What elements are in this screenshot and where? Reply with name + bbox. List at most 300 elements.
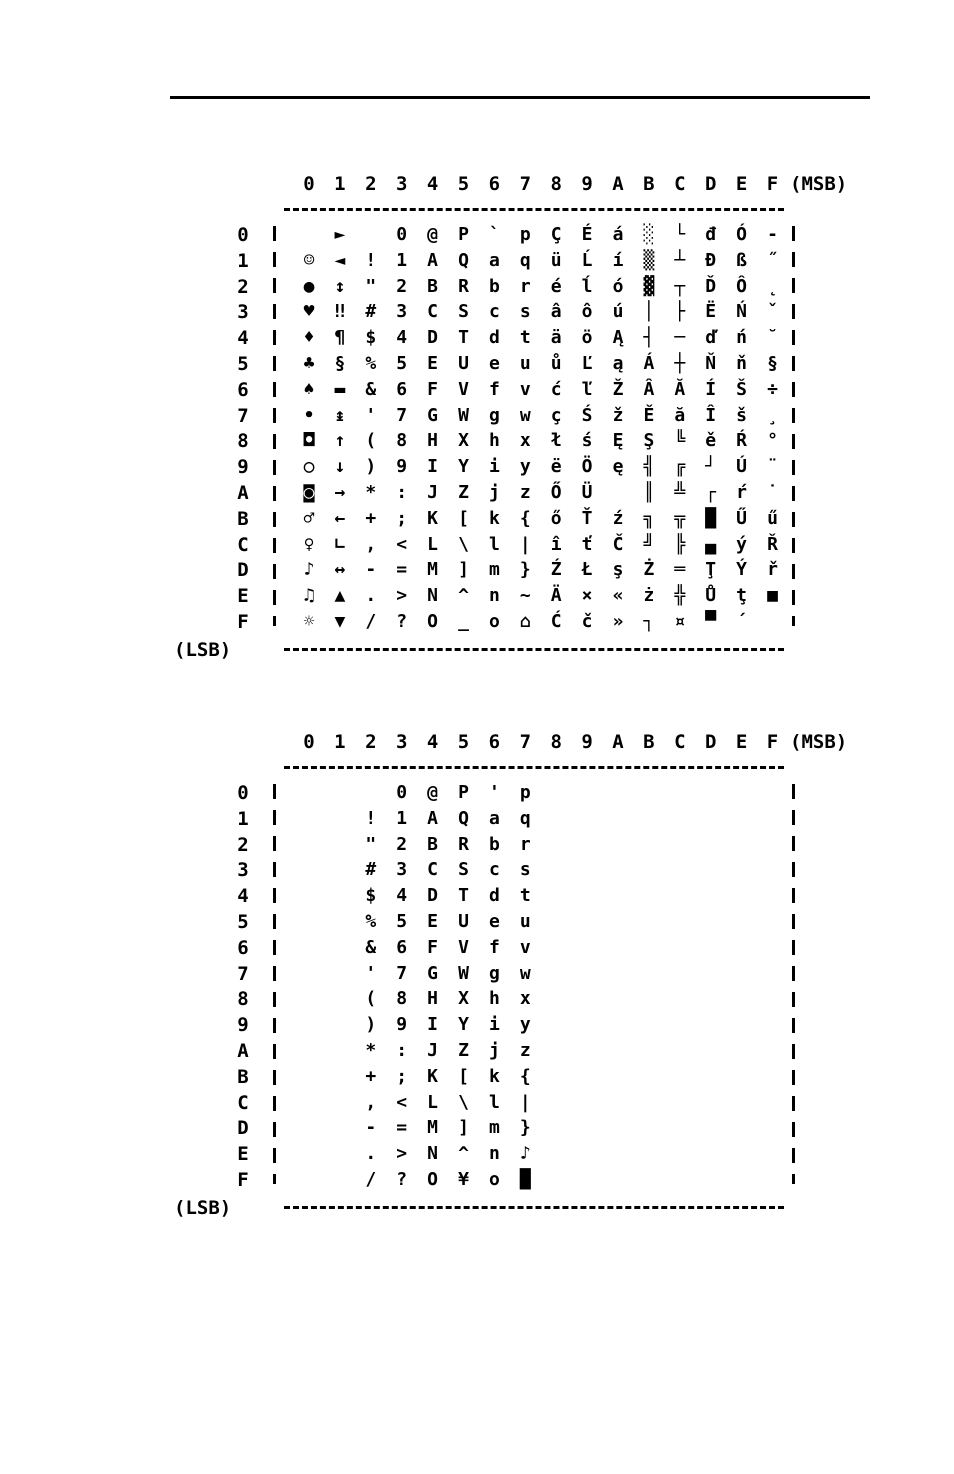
char-cell: , — [365, 533, 377, 555]
char-cell: ║ — [643, 482, 655, 503]
char-cell: Ë — [705, 301, 717, 323]
char-cell: c — [488, 301, 500, 323]
char-cell: 8 — [396, 430, 408, 452]
column-header: 9 — [581, 173, 593, 195]
char-cell: S — [458, 859, 469, 881]
char-cell: y — [519, 1014, 531, 1036]
char-cell: j — [488, 1040, 500, 1061]
char-cell: ú — [612, 301, 624, 323]
char-cell: ` — [488, 224, 500, 245]
char-cell: Z — [458, 482, 469, 503]
char-cell: • — [303, 404, 315, 426]
row-header: 9 — [237, 1014, 249, 1037]
char-cell: Ú — [736, 456, 748, 478]
char-cell: Ď — [705, 275, 717, 297]
column-header: 1 — [334, 731, 346, 753]
char-cell: p — [519, 224, 531, 245]
char-cell: í — [612, 249, 624, 271]
char-cell: ☼ — [303, 611, 315, 632]
char-cell: 8 — [396, 988, 408, 1010]
char-cell: @ — [427, 782, 439, 803]
char-cell: Ů — [705, 585, 717, 607]
char-cell: ÷ — [767, 378, 778, 400]
row-header: F — [237, 611, 249, 633]
char-cell: 0 — [396, 782, 408, 803]
char-cell: 0 — [396, 224, 408, 245]
char-cell: Ă — [674, 378, 686, 400]
char-cell: ˇ — [767, 301, 778, 323]
column-header: 2 — [365, 731, 377, 753]
char-cell: ň — [736, 353, 748, 374]
char-cell: & — [365, 936, 377, 958]
char-cell: ▬ — [334, 378, 346, 400]
char-cell: 1 — [396, 807, 408, 829]
char-cell: ╠ — [674, 533, 686, 555]
char-cell: u — [519, 911, 531, 932]
column-header: 3 — [395, 173, 408, 195]
char-cell: 4 — [396, 327, 408, 349]
char-cell: Ĺ — [581, 249, 593, 271]
char-cell: ← — [334, 507, 346, 529]
column-header: E — [735, 173, 748, 195]
row-header: 2 — [237, 833, 249, 856]
lsb-label: (LSB) — [174, 639, 232, 661]
char-cell: Z — [458, 1040, 469, 1061]
char-cell: ╔ — [674, 456, 686, 478]
char-cell: } — [519, 1117, 531, 1139]
char-cell: ♫ — [303, 585, 315, 607]
char-cell: E — [427, 353, 439, 374]
char-cell: e — [488, 353, 500, 374]
char-cell: ĺ — [581, 275, 593, 297]
char-cell: ˘ — [767, 327, 778, 349]
char-cell: t — [519, 327, 531, 349]
char-cell: P — [458, 782, 469, 803]
char-cell: ( — [365, 430, 377, 452]
char-cell: / — [365, 1169, 377, 1190]
char-cell: █ — [519, 1169, 531, 1190]
char-cell: A — [427, 249, 439, 271]
char-cell: c — [488, 859, 500, 881]
char-cell: m — [488, 559, 500, 581]
char-cell: K — [427, 1065, 439, 1087]
column-header: 7 — [519, 173, 532, 195]
row-header: A — [237, 482, 249, 504]
char-cell: Ç — [550, 224, 562, 245]
char-cell: T — [458, 885, 469, 907]
char-cell: × — [581, 585, 593, 607]
char-cell: [ — [458, 1065, 469, 1087]
char-cell: É — [581, 224, 593, 245]
char-cell: w — [519, 962, 531, 984]
char-cell: g — [488, 404, 500, 426]
row-header: 0 — [237, 224, 249, 246]
char-cell: D — [427, 885, 439, 907]
char-cell: ╦ — [674, 507, 686, 529]
row-header: D — [237, 559, 249, 582]
row-header: E — [237, 1143, 249, 1166]
char-cell: ◘ — [303, 430, 315, 452]
column-header: 0 — [303, 173, 315, 195]
char-cell: ═ — [674, 559, 686, 581]
char-cell: ● — [303, 275, 315, 297]
char-cell: ź — [612, 507, 624, 529]
char-cell: ▀ — [705, 611, 717, 632]
char-cell: < — [396, 1091, 408, 1113]
row-header: 9 — [237, 456, 249, 479]
char-cell: î — [550, 533, 562, 555]
char-cell: 3 — [396, 859, 408, 881]
char-cell: 7 — [396, 404, 408, 426]
char-cell: Í — [705, 378, 717, 400]
char-cell: Y — [458, 456, 469, 478]
char-cell: - — [365, 1117, 377, 1139]
char-cell: 9 — [396, 456, 408, 478]
char-cell: E — [427, 911, 439, 932]
char-cell: . — [365, 585, 377, 607]
char-cell: ł — [550, 430, 562, 452]
msb-label: (MSB) — [790, 731, 848, 753]
char-cell: ' — [488, 782, 500, 803]
char-cell: Ł — [581, 559, 593, 581]
char-cell: ? — [396, 611, 408, 632]
char-cell: N — [427, 585, 439, 607]
char-cell: ° — [767, 430, 778, 452]
char-cell: Ő — [550, 482, 562, 503]
char-cell: / — [365, 611, 377, 632]
column-header: 9 — [581, 731, 593, 753]
char-cell: ┴ — [674, 249, 686, 271]
column-header: 3 — [395, 731, 408, 753]
lsb-label: (LSB) — [174, 1197, 232, 1219]
char-cell: & — [365, 378, 377, 400]
row-header: 7 — [237, 962, 249, 985]
char-cell: ─ — [674, 327, 686, 349]
char-cell: k — [488, 1065, 500, 1087]
char-cell: ŕ — [736, 482, 748, 503]
char-cell: â — [550, 301, 562, 323]
char-cell: q — [519, 807, 531, 829]
char-cell: o — [488, 611, 500, 632]
char-cell: ' — [365, 404, 377, 426]
char-cell: Ť — [581, 507, 593, 529]
char-cell: ř — [767, 559, 778, 581]
char-cell: ö — [581, 327, 593, 349]
char-cell: d — [488, 885, 500, 907]
char-cell: J — [427, 482, 439, 503]
char-cell: Ý — [736, 559, 748, 581]
char-cell: ] — [458, 1117, 469, 1139]
row-header: 4 — [237, 885, 249, 908]
char-cell: t — [519, 885, 531, 907]
char-cell: ˙ — [767, 482, 778, 503]
char-cell: L — [427, 533, 439, 555]
char-cell: I — [427, 1014, 439, 1036]
char-cell: ├ — [674, 301, 686, 323]
char-cell: ↨ — [334, 404, 346, 426]
char-cell: ⌂ — [519, 611, 531, 632]
char-cell: ╣ — [643, 456, 655, 478]
char-cell: Ŕ — [736, 430, 748, 452]
char-cell: m — [488, 1117, 500, 1139]
char-cell: G — [427, 404, 439, 426]
msb-label: (MSB) — [790, 173, 848, 195]
char-cell: ý — [736, 533, 748, 555]
char-cell: ♪ — [519, 1143, 531, 1165]
char-cell: 2 — [396, 275, 408, 297]
char-cell: Ţ — [705, 559, 717, 581]
char-cell: r — [519, 275, 531, 297]
char-cell: a — [488, 249, 500, 271]
char-cell: $ — [365, 327, 377, 349]
column-header: 7 — [519, 731, 532, 753]
char-cell: { — [519, 1065, 531, 1087]
char-cell: ^ — [458, 1143, 469, 1165]
char-cell: Ž — [612, 378, 624, 400]
char-cell: Ä — [550, 585, 562, 607]
column-header: F — [766, 173, 779, 195]
char-cell: A — [427, 807, 439, 829]
char-cell: B — [427, 833, 439, 855]
char-cell: ¨ — [767, 456, 778, 478]
row-header: 6 — [237, 378, 249, 401]
char-cell: ‼ — [334, 301, 346, 323]
char-cell: ë — [550, 456, 562, 478]
row-header: 0 — [237, 782, 249, 804]
char-cell: R — [458, 275, 469, 297]
char-cell: Ş — [643, 430, 655, 452]
table-left-border — [273, 784, 276, 1184]
char-cell: ♂ — [303, 507, 315, 529]
char-cell: * — [365, 482, 377, 503]
char-cell: Š — [736, 378, 748, 400]
char-cell: Ř — [767, 533, 778, 555]
char-cell: p — [519, 782, 531, 803]
char-cell: n — [488, 585, 500, 607]
column-header: C — [674, 731, 686, 753]
char-cell: ä — [550, 327, 562, 349]
char-cell: V — [458, 936, 469, 958]
column-header: 5 — [457, 173, 470, 195]
char-cell: S — [458, 301, 469, 323]
char-cell: ▄ — [705, 533, 717, 555]
char-cell: ť — [581, 533, 593, 555]
char-cell: ş — [612, 559, 624, 581]
char-cell: i — [488, 1014, 500, 1036]
char-cell: # — [365, 301, 377, 323]
char-cell: u — [519, 353, 531, 374]
row-header: 5 — [237, 911, 249, 933]
char-cell: f — [488, 378, 500, 400]
column-header: 1 — [334, 173, 346, 195]
char-cell: đ — [705, 224, 717, 245]
char-cell: ♀ — [303, 533, 315, 555]
char-cell: $ — [365, 885, 377, 907]
char-cell: v — [519, 936, 531, 958]
char-cell: X — [458, 988, 469, 1010]
char-cell: J — [427, 1040, 439, 1061]
char-cell: ę — [612, 456, 624, 478]
column-header: A — [612, 173, 624, 195]
char-cell: T — [458, 327, 469, 349]
char-cell: n — [488, 1143, 500, 1165]
char-cell: v — [519, 378, 531, 400]
row-header: 4 — [237, 327, 249, 350]
char-cell: ; — [396, 507, 408, 529]
row-header: F — [237, 1169, 249, 1191]
char-cell: ╗ — [643, 507, 655, 529]
char-cell: j — [488, 482, 500, 503]
char-cell: ╩ — [674, 482, 686, 503]
column-header: D — [704, 731, 717, 753]
column-header: 4 — [426, 173, 439, 195]
char-cell: ^ — [458, 585, 469, 607]
char-cell: ? — [396, 1169, 408, 1190]
char-cell: G — [427, 962, 439, 984]
char-cell: Y — [458, 1014, 469, 1036]
char-cell: + — [365, 507, 377, 529]
table-left-border — [273, 226, 276, 626]
char-cell: O — [427, 1169, 439, 1190]
char-cell: w — [519, 404, 531, 426]
row-header: D — [237, 1117, 249, 1140]
char-cell: ć — [550, 378, 562, 400]
char-cell: ű — [767, 507, 778, 529]
char-cell: ♪ — [303, 559, 315, 581]
char-cell: ┼ — [674, 353, 686, 374]
char-cell: ś — [581, 430, 593, 452]
char-cell: i — [488, 456, 500, 478]
char-cell: ► — [334, 224, 346, 245]
char-cell: § — [334, 353, 346, 374]
char-cell: á — [612, 224, 624, 245]
char-cell: 4 — [396, 885, 408, 907]
char-cell: C — [427, 859, 439, 881]
char-cell: F — [427, 936, 439, 958]
row-header: 3 — [237, 859, 249, 882]
char-cell: < — [396, 533, 408, 555]
char-cell: " — [365, 833, 377, 855]
char-cell: Â — [643, 378, 655, 400]
char-cell: " — [365, 275, 377, 297]
table-bottom-border — [284, 1206, 784, 1209]
char-cell: , — [365, 1091, 377, 1113]
char-cell: | — [519, 1091, 531, 1113]
char-cell: ą — [612, 353, 624, 374]
char-cell: : — [396, 1040, 408, 1061]
char-cell: V — [458, 378, 469, 400]
column-header: 6 — [488, 731, 501, 753]
table-right-border — [792, 784, 795, 1184]
char-cell: d — [488, 327, 500, 349]
char-cell: ě — [705, 430, 717, 452]
char-cell: ¤ — [674, 611, 686, 632]
char-cell: b — [488, 275, 500, 297]
column-header: B — [643, 731, 655, 753]
char-cell: Ě — [643, 404, 655, 426]
row-header: B — [237, 507, 249, 530]
char-cell: ô — [581, 301, 593, 323]
char-cell: ♦ — [303, 327, 315, 349]
row-header: C — [237, 1091, 249, 1114]
column-header: 2 — [365, 173, 377, 195]
char-cell: ┐ — [643, 611, 655, 632]
char-cell: l — [488, 1091, 500, 1113]
char-cell: X — [458, 430, 469, 452]
char-cell: k — [488, 507, 500, 529]
char-cell: U — [458, 353, 469, 374]
char-cell: R — [458, 833, 469, 855]
char-cell: Č — [612, 533, 624, 555]
char-cell: B — [427, 275, 439, 297]
char-cell: z — [519, 482, 531, 503]
row-header: 1 — [237, 807, 249, 830]
char-cell: ▓ — [643, 275, 655, 297]
char-cell: 6 — [396, 936, 408, 958]
table-top-border — [284, 208, 784, 211]
char-cell: W — [458, 962, 469, 984]
char-cell: Ö — [581, 456, 593, 478]
char-cell: ď — [705, 327, 717, 349]
char-cell: q — [519, 249, 531, 271]
char-cell: \ — [458, 533, 469, 555]
column-header: 8 — [550, 731, 562, 753]
char-cell: - — [767, 224, 778, 245]
char-cell: | — [519, 533, 531, 555]
char-cell: ´ — [736, 611, 748, 632]
char-cell: 5 — [396, 353, 408, 374]
char-cell: H — [427, 430, 439, 452]
char-cell: 5 — [396, 911, 408, 932]
char-cell: Ó — [736, 224, 748, 245]
char-cell: ľ — [581, 378, 593, 400]
row-header: B — [237, 1065, 249, 1088]
row-header: 3 — [237, 301, 249, 324]
char-cell: ┤ — [643, 327, 655, 349]
char-cell: ┬ — [674, 275, 686, 297]
char-cell: : — [396, 482, 408, 503]
char-cell: ń — [736, 327, 748, 349]
char-cell: █ — [705, 507, 717, 529]
char-cell: e — [488, 911, 500, 932]
char-cell: § — [767, 353, 778, 374]
char-cell: [ — [458, 507, 469, 529]
char-cell: > — [396, 1143, 408, 1165]
column-header: E — [735, 731, 748, 753]
char-cell: ! — [365, 249, 377, 271]
char-cell: 9 — [396, 1014, 408, 1036]
char-cell: ü — [550, 249, 562, 271]
char-cell: ß — [736, 249, 748, 271]
char-cell: Ô — [736, 275, 748, 297]
char-cell: č — [581, 611, 593, 632]
char-cell: ♣ — [303, 353, 315, 374]
char-cell: r — [519, 833, 531, 855]
char-cell: ╬ — [674, 585, 686, 607]
table-top-border — [284, 766, 784, 769]
char-cell: ) — [365, 456, 377, 478]
char-cell: # — [365, 859, 377, 881]
char-cell: W — [458, 404, 469, 426]
char-cell: ~ — [519, 585, 531, 607]
char-cell: ç — [550, 404, 562, 426]
char-cell: Ń — [736, 301, 748, 323]
top-rule — [170, 96, 870, 99]
character-table-1 — [0, 164, 954, 664]
char-cell: D — [427, 327, 439, 349]
char-cell: C — [427, 301, 439, 323]
column-header: B — [643, 173, 655, 195]
